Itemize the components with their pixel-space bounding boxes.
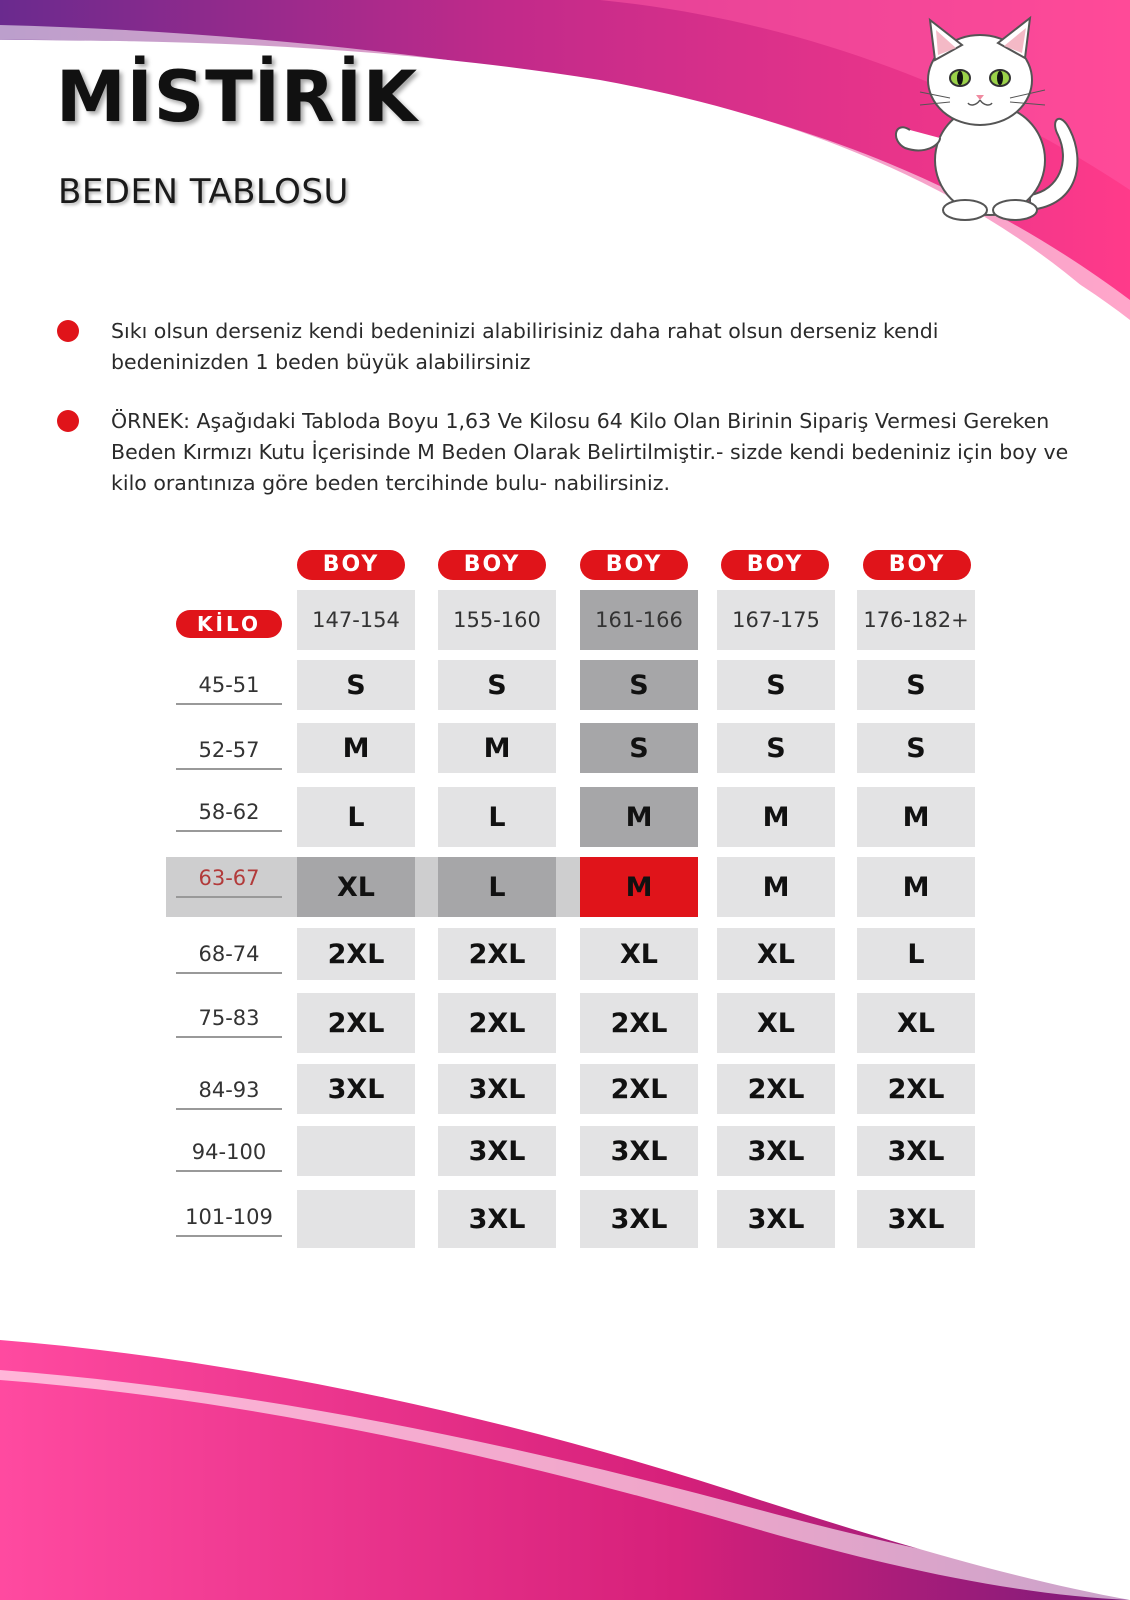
size-cell: 2XL: [438, 928, 556, 980]
row-label-kilo: 101-109: [176, 1205, 282, 1237]
size-cell: 3XL: [297, 1064, 415, 1114]
size-cell: XL: [717, 928, 835, 980]
note-1: Sıkı olsun derseniz kendi bedeninizi alabilirisiniz daha rahat olsun derseniz kendi bedeninizden 1 beden büyük alabilirsiniz: [111, 319, 939, 374]
size-cell: XL: [717, 993, 835, 1053]
row-label-kilo: 63-67: [176, 866, 282, 898]
boy-badge: BOY: [297, 550, 405, 580]
size-cell: 2XL: [438, 993, 556, 1053]
size-cell: 3XL: [438, 1126, 556, 1176]
size-cell: [297, 1126, 415, 1176]
row-label-kilo: 52-57: [176, 738, 282, 770]
row-label-kilo: 68-74: [176, 942, 282, 974]
size-cell: L: [857, 928, 975, 980]
size-cell: S: [717, 660, 835, 710]
size-cell: S: [580, 660, 698, 710]
bullet-dot-2: [57, 410, 79, 432]
page-subtitle: BEDEN TABLOSU: [58, 172, 349, 212]
size-cell: 2XL: [580, 1064, 698, 1114]
size-cell: 3XL: [580, 1190, 698, 1248]
size-cell: M: [438, 723, 556, 773]
size-cell: M: [297, 723, 415, 773]
size-cell: M: [717, 857, 835, 917]
size-cell: S: [857, 723, 975, 773]
size-cell: M: [717, 787, 835, 847]
size-cell: 3XL: [438, 1190, 556, 1248]
size-cell: 3XL: [857, 1126, 975, 1176]
size-cell: 3XL: [717, 1126, 835, 1176]
size-cell: XL: [857, 993, 975, 1053]
size-cell: L: [297, 787, 415, 847]
row-label-kilo: 94-100: [176, 1140, 282, 1172]
size-cell: M: [580, 787, 698, 847]
size-cell: S: [857, 660, 975, 710]
bullet-dot-1: [57, 320, 79, 342]
size-cell: XL: [580, 928, 698, 980]
cat-illustration: [880, 10, 1090, 225]
size-cell: XL: [297, 857, 415, 917]
size-cell: 2XL: [297, 928, 415, 980]
size-cell: 2XL: [297, 993, 415, 1053]
column-header-boy: 176-182+: [857, 590, 975, 650]
size-cell: 3XL: [717, 1190, 835, 1248]
column-header-boy: 147-154: [297, 590, 415, 650]
size-cell: S: [717, 723, 835, 773]
size-cell: S: [580, 723, 698, 773]
column-header-boy: 167-175: [717, 590, 835, 650]
size-cell: M: [857, 787, 975, 847]
boy-badge: BOY: [580, 550, 688, 580]
size-cell: S: [438, 660, 556, 710]
size-cell: [297, 1190, 415, 1248]
row-label-kilo: 58-62: [176, 800, 282, 832]
boy-badge: BOY: [863, 550, 971, 580]
size-cell: 3XL: [580, 1126, 698, 1176]
size-cell: M: [857, 857, 975, 917]
size-cell: 2XL: [580, 993, 698, 1053]
row-label-kilo: 75-83: [176, 1006, 282, 1038]
size-cell: 2XL: [857, 1064, 975, 1114]
size-cell: L: [438, 857, 556, 917]
size-cell: 3XL: [438, 1064, 556, 1114]
column-header-boy: 161-166: [580, 590, 698, 650]
boy-badge: BOY: [438, 550, 546, 580]
row-label-kilo: 84-93: [176, 1078, 282, 1110]
column-header-boy: 155-160: [438, 590, 556, 650]
kilo-badge: KİLO: [176, 610, 282, 638]
size-cell: S: [297, 660, 415, 710]
size-cell: 3XL: [857, 1190, 975, 1248]
brand-logo: MİSTİRİK: [56, 56, 419, 138]
size-cell: L: [438, 787, 556, 847]
boy-badge: BOY: [721, 550, 829, 580]
size-cell: 2XL: [717, 1064, 835, 1114]
size-cell-selected: M: [580, 857, 698, 917]
note-2: ÖRNEK: Aşağıdaki Tabloda Boyu 1,63 Ve Kilosu 64 Kilo Olan Birinin Sipariş Vermesi Gereken Beden Kırmızı Kutu İçerisinde M Beden Olarak Belirtilmiştir.- sizde kendi bedeniniz için boy ve kilo orantınıza göre beden tercihinde bulu- nabilirsiniz.: [111, 409, 1069, 495]
row-label-kilo: 45-51: [176, 673, 282, 705]
